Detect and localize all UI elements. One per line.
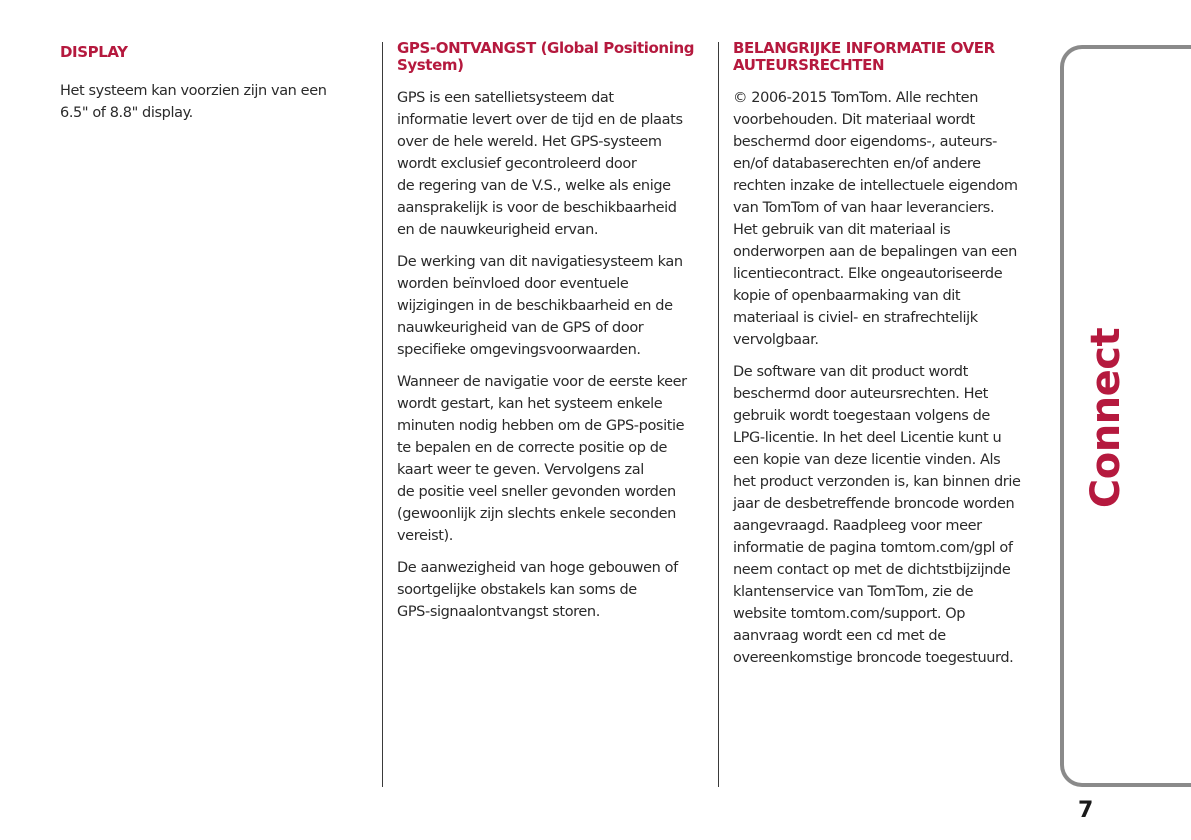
paragraph: GPS is een satellietsysteem dat informatie levert over de tijd en de plaats over de hele wereld. Het GPS-systeem wordt exclusief gecontroleerd door de regering van de V.S., welke als enige aansprakelijk is voor de beschikbaarheid en de nauwkeurigheid ervan. bbox=[397, 90, 683, 238]
paragraph: Het systeem kan voorzien zijn van een 6.5" of 8.8" display. bbox=[60, 83, 327, 121]
page-number: 7 bbox=[1078, 798, 1094, 823]
section-gps bbox=[397, 40, 707, 633]
paragraph: Wanneer de navigatie voor de eerste keer wordt gestart, kan het systeem enkele minuten nodig hebben om de GPS-positie te bepalen en de correcte positie op de kaart weer te geven. Vervolgens zal de positie veel sneller gevonden worden (gewoonlijk zijn slechts enkele seconden vereist). bbox=[397, 374, 687, 544]
column-divider bbox=[718, 42, 719, 787]
chapter-tab-label: Connect bbox=[1083, 327, 1129, 509]
section-heading-gps: GPS-ONTVANGST (Global Positioning System) bbox=[397, 39, 695, 74]
column-divider bbox=[382, 42, 383, 787]
paragraph: © 2006-2015 TomTom. Alle rechten voorbehouden. Dit materiaal wordt beschermd door eigendoms-, auteurs- en/of databaserechten en/of andere rechten inzake de intellectuele eigendom van TomTom of van haar leveranciers. Het gebruik van dit materiaal is onderworpen aan de bepalingen van een licentiecontract. Elke ongeautoriseerde kopie of openbaarmaking van dit materiaal is civiel- en strafrechtelijk vervolgbaar. bbox=[733, 90, 1018, 348]
paragraph: De werking van dit navigatiesysteem kan worden beïnvloed door eventuele wijzigingen in de beschikbaarheid en de nauwkeurigheid van de GPS of door specifieke omgevingsvoorwaarden. bbox=[397, 254, 683, 358]
paragraph: De aanwezigheid van hoge gebouwen of soortgelijke obstakels kan soms de GPS-signaalontvangst storen. bbox=[397, 560, 678, 620]
section-heading-display: DISPLAY bbox=[60, 43, 128, 61]
section-heading-copyright: BELANGRIJKE INFORMATIE OVER AUTEURSRECHTEN bbox=[733, 39, 995, 74]
section-display bbox=[60, 40, 360, 134]
section-copyright bbox=[733, 40, 1043, 679]
paragraph: De software van dit product wordt beschermd door auteursrechten. Het gebruik wordt toegestaan volgens de LPG-licentie. In het deel Licentie kunt u een kopie van deze licentie vinden. Als het product verzonden is, kan binnen drie jaar de desbetreffende broncode worden aangevraagd. Raadpleeg voor meer informatie de pagina tomtom.com/gpl of neem contact op met de dichtstbijzijnde klantenservice van TomTom, zie de website tomtom.com/support. Op aanvraag wordt een cd met de overeenkomstige broncode toegestuurd. bbox=[733, 364, 1021, 666]
